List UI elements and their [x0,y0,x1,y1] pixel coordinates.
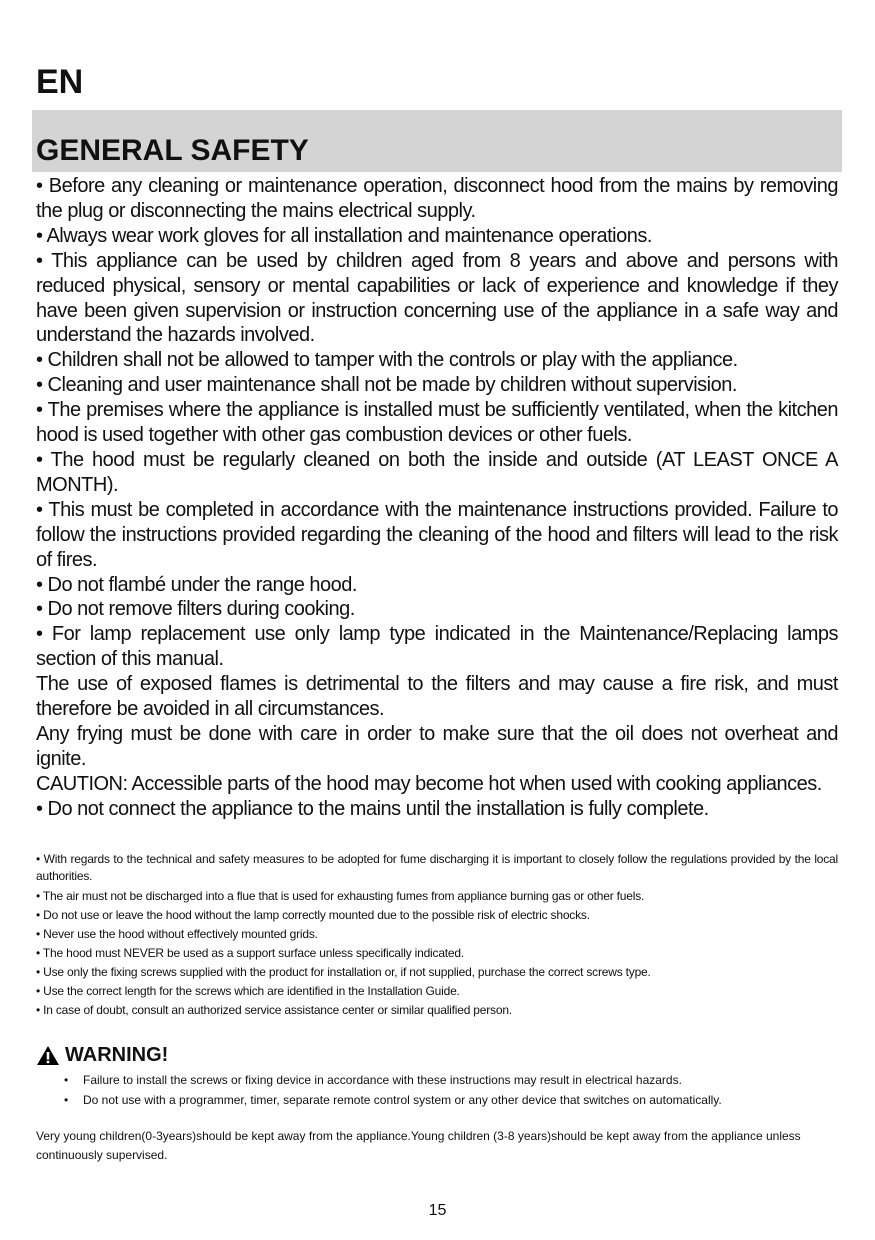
language-code: EN [36,63,84,101]
bullet: • [64,1073,69,1087]
additional-safety-notes [36,851,838,1020]
safety-item: • Cleaning and user maintenance shall not be made by children without supervision. [36,374,737,397]
safety-item: • Before any cleaning or maintenance operation, disconnect hood from the mains by removing the plug or disconnecting the mains electrical supply. [36,175,838,222]
bullet: • [64,1092,69,1107]
safety-note: • Do not use or leave the hood without the lamp correctly mounted due to the possible risk of electric shocks. [36,908,590,922]
safety-item: Any frying must be done with care in order to make sure that the oil does not overheat and ignite. [36,722,838,770]
safety-note: • Never use the hood without effectively mounted grids. [36,927,318,941]
safety-item: • Children shall not be allowed to tamper with the controls or play with the appliance. [36,349,738,372]
safety-item: • For lamp replacement use only lamp type indicated in the Maintenance/Replacing lamps section of this manual. [36,623,838,671]
safety-item: • The hood must be regularly cleaned on both the inside and outside (AT LEAST ONCE A MONTH). [36,448,838,496]
warning-item-text: Do not use with a programmer, timer, separate remote control system or any other device that switches on automatically. [83,1092,722,1107]
safety-note: • The air must not be discharged into a flue that is used for exhausting fumes from appliance burning gas or other fuels. [36,889,645,903]
warning-item [64,1071,844,1091]
safety-item: The use of exposed flames is detrimental to the filters and may cause a fire risk, and must therefore be avoided in all circumstances. [36,673,838,721]
safety-note: • The hood must NEVER be used as a support surface unless specifically indicated. [36,946,465,960]
section-title-bar [32,110,842,172]
safety-item: • This must be completed in accordance with the maintenance instructions provided. Failure to follow the instructions provided regarding the cleaning of the hood and filters will lead to the risk of fires. [36,498,838,571]
safety-item: CAUTION: Accessible parts of the hood may become hot when used with cooking appliances. [36,772,822,795]
warning-triangle-icon [36,1045,60,1066]
warning-heading-text: WARNING! [65,1044,169,1066]
safety-item: • Do not connect the appliance to the mains until the installation is fully complete. [36,797,709,820]
page-number: 15 [428,1202,447,1219]
safety-item: • This appliance can be used by children aged from 8 years and above and persons with reduced physical, sensory or mental capabilities or lack of experience and knowledge if they have been given supervision or instruction concerning use of the appliance in a safe way and understand the hazards involved. [36,249,838,347]
safety-note: • Use only the fixing screws supplied with the product for installation or, if not supplied, purchase the correct screws type. [36,965,651,979]
safety-item: • Do not remove filters during cooking. [36,598,355,621]
warning-heading [36,1042,168,1068]
safety-note: • In case of doubt, consult an authorized service assistance center or similar qualified person. [36,1003,512,1017]
safety-instructions [36,174,838,822]
safety-item: • Do not flambé under the range hood. [36,573,357,596]
safety-note: • Use the correct length for the screws which are identified in the Installation Guide. [36,984,460,998]
section-title: GENERAL SAFETY [36,134,309,167]
safety-note: • With regards to the technical and safety measures to be adopted for fume discharging it is important to closely follow the regulations provided by the local authorities. [36,852,838,883]
warning-item-text: Failure to install the screws or fixing device in accordance with these instructions may result in electrical hazards. [83,1073,682,1087]
safety-item: • The premises where the appliance is installed must be sufficiently ventilated, when the kitchen hood is used together with other gas combustion devices or other fuels. [36,399,838,447]
warning-item [64,1091,844,1111]
warning-list [64,1071,844,1110]
children-note: Very young children(0-3years)should be kept away from the appliance.Young children (3-8 years)should be kept away from the appliance unless continuously supervised. [36,1129,801,1162]
safety-item: • Always wear work gloves for all installation and maintenance operations. [36,224,652,247]
